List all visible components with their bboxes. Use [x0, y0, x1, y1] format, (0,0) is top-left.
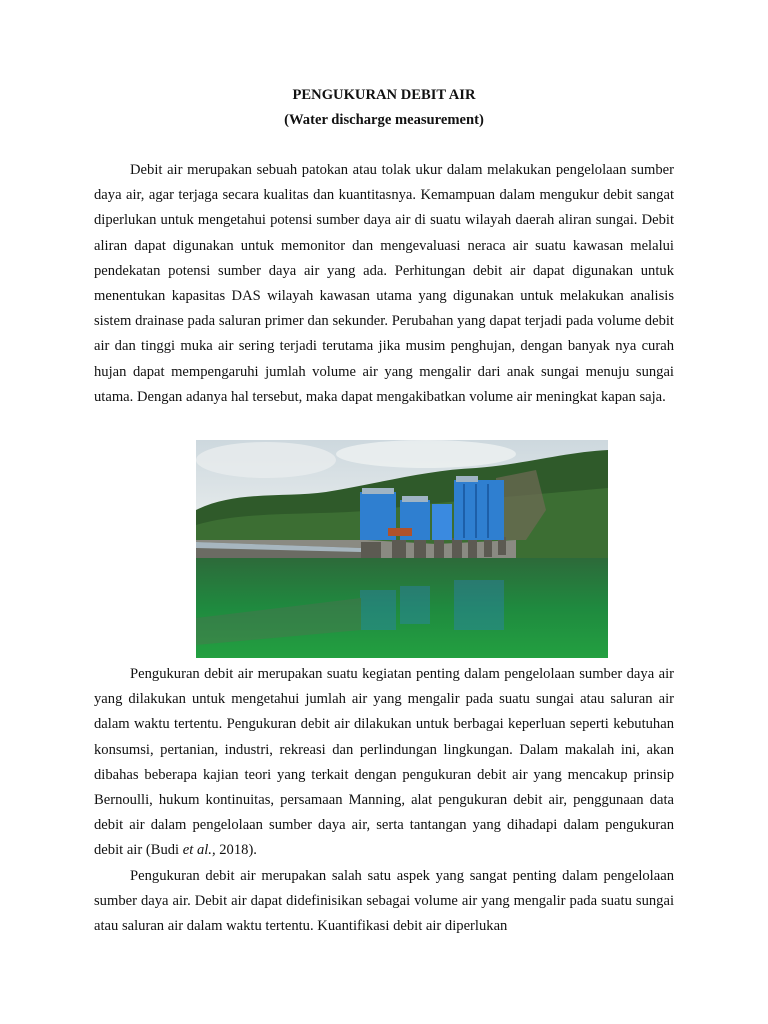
discussion-section — [94, 662, 674, 939]
document-subtitle: (Water discharge measurement) — [284, 112, 484, 128]
intro-section — [94, 158, 674, 410]
paragraph-1: Debit air merupakan sebuah patokan atau tolak ukur dalam melakukan pengelolaan sumber daya air, agar terjaga secara kualitas dan kuantitasnya. Kemampuan dalam mengukur debit sangat diperlukan untuk mengetahui potensi sumber daya air di suatu wilayah daerah aliran sungai. Debit aliran dapat digunakan untuk memonitor dan mengevaluasi neraca air suatu kawasan melalui pendekatan potensi sumber daya air yang ada. Perhitungan debit air dapat digunakan untuk menentukan kapasitas DAS wilayah kawasan utama yang digunakan untuk melakukan analisis sistem drainase pada saluran primer dan sekunder. Perubahan yang dapat terjadi pada volume debit air dan tinggi muka air sering terjadi terutama jika musim penghujan, dengan banyak nya curah hujan dapat mempengaruhi jumlah volume air yang mengalir dari anak sungai menuju sungai utama. Dengan adanya hal tersebut, maka dapat mengakibatkan volume air meningkat kapan saja. — [94, 162, 674, 405]
cloud — [336, 440, 516, 468]
citation-year: , 2018). — [211, 842, 257, 859]
dam-photo-illustration — [196, 440, 608, 658]
citation-et-al: et al. — [182, 842, 212, 859]
document-title: PENGUKURAN DEBIT AIR — [292, 87, 476, 103]
dam-photo — [196, 440, 608, 658]
paragraph-2-text: Pengukuran debit air merupakan suatu kegiatan penting dalam pengelolaan sumber daya air yang dilakukan untuk mengetahui jumlah air yang mengalir pada suatu sungai atau saluran air dalam waktu tertentu. Pengukuran debit air dilakukan untuk berbagai keperluan seperti kebutuhan konsumsi, pertanian, industri, rekreasi dan perlindungan lingkungan. Dalam makalah ini, akan dibahas beberapa kajian teori yang terkait dengan pengukuran debit air yang mencakup prinsip Bernoulli, hukum kontinuitas, persamaan Manning, alat pengukuran debit air, penggunaan data debit air dalam pengelolaan sumber daya air, serta tantangan yang dihadapi dalam pengukuran debit air (Budi — [94, 666, 674, 859]
cloud — [196, 442, 336, 478]
paragraph-2 — [94, 662, 674, 864]
paragraph-3: Pengukuran debit air merupakan salah satu aspek yang sangat penting dalam pengelolaan sumber daya air. Debit air dapat didefinisikan sebagai volume air yang mengalir pada suatu sungai atau saluran air dalam waktu tertentu. Kuantifikasi debit air diperlukan — [94, 867, 674, 935]
